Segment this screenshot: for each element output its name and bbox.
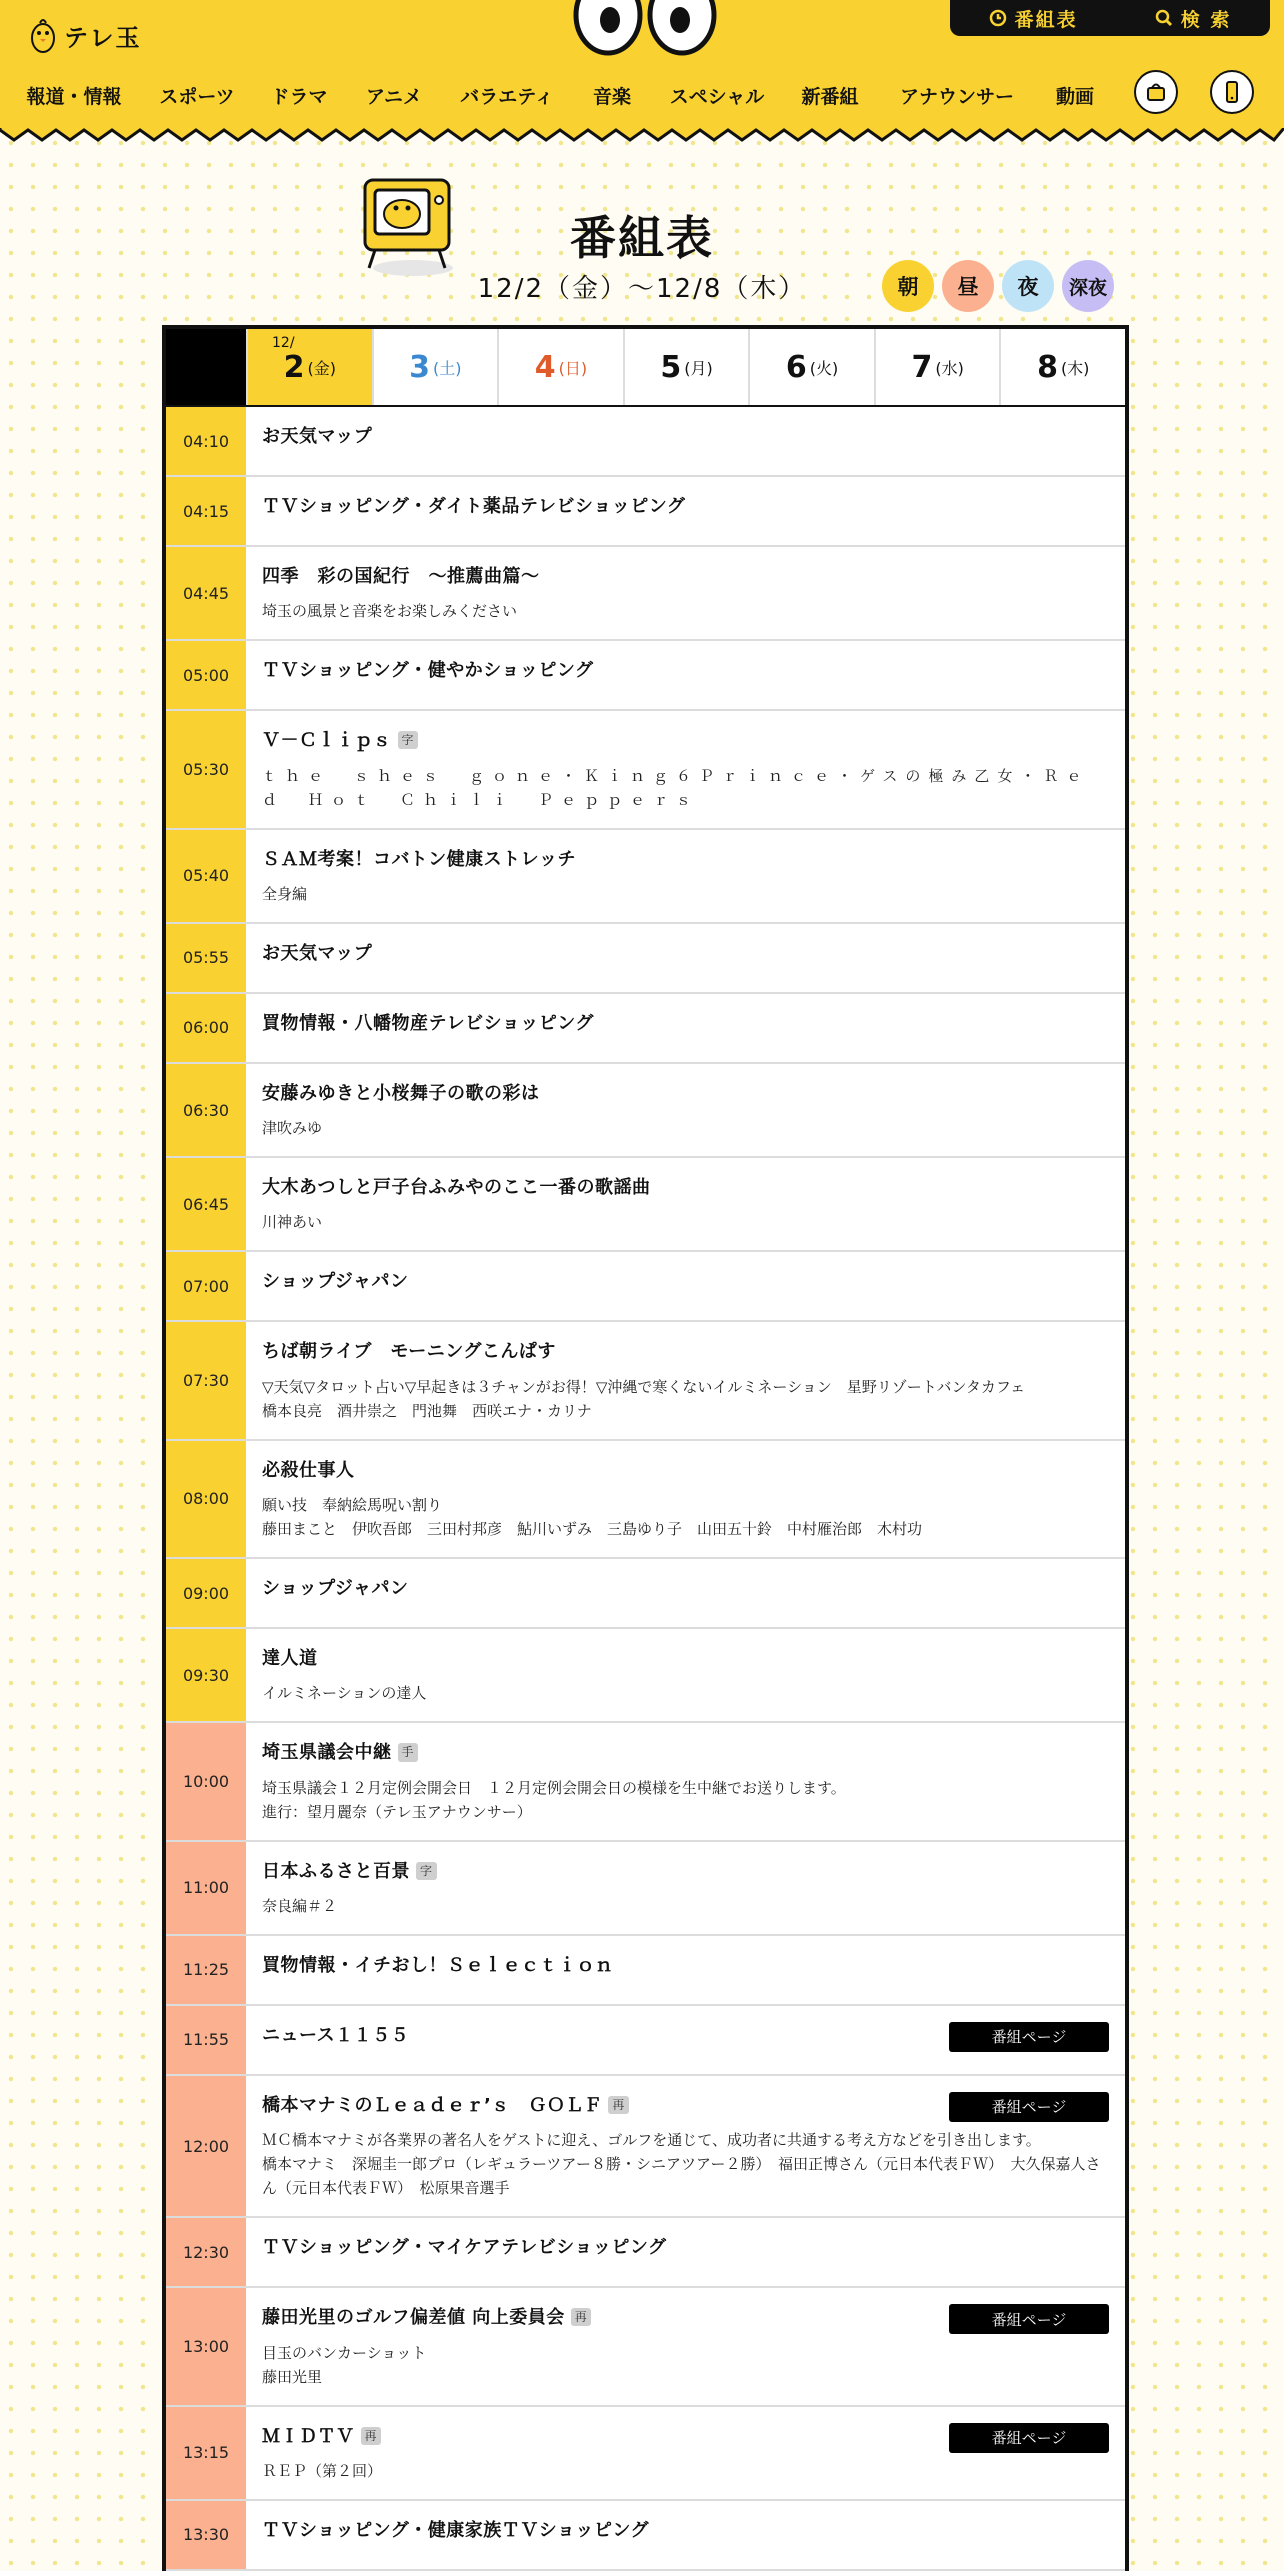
program-row[interactable] — [166, 1158, 1125, 1252]
program-cell — [246, 830, 1125, 922]
program-time: 09:00 — [166, 1559, 246, 1627]
program-description — [262, 1375, 1109, 1423]
day-tab-weekday: (日) — [558, 358, 588, 378]
program-time: 08:00 — [166, 1441, 246, 1557]
nav-item-drama[interactable]: ドラマ — [270, 86, 328, 108]
day-tab-date: 4 — [534, 349, 556, 385]
program-row[interactable] — [166, 2288, 1125, 2406]
day-tab-weekday: (木) — [1060, 358, 1090, 378]
program-tag: 再 — [571, 2308, 592, 2326]
day-tab-weekday: (月) — [684, 358, 713, 378]
program-title-line — [262, 1860, 1109, 1884]
program-description — [262, 1776, 1109, 1824]
program-title[interactable]: 必殺仕事人 — [262, 1459, 355, 1481]
program-time: 07:00 — [166, 1252, 246, 1320]
program-row[interactable] — [166, 830, 1125, 924]
program-description-line: 目玉のバンカーショット — [262, 2343, 427, 2362]
day-tab[interactable] — [748, 329, 874, 405]
daytime-button[interactable]: 昼 — [942, 260, 994, 312]
program-title[interactable]: 日本ふるさと百景 — [262, 1860, 410, 1882]
time-of-day-filter — [882, 260, 1114, 312]
day-tab-date: 6 — [785, 349, 807, 385]
late-night-button[interactable]: 深夜 — [1062, 260, 1114, 312]
program-description-line: 橋本マナミ 深堀圭一郎プロ（レギュラーツアー８勝・シニアツアー２勝） 福田正博さん（元日本代表ＦＷ） 大久保嘉人さん（元日本代表ＦＷ） 松原果音選手 — [262, 2155, 1101, 2198]
nav-item-announcers[interactable]: アナウンサー — [899, 86, 1015, 108]
program-title-line — [262, 1270, 1109, 1294]
shop-bag-icon — [1144, 80, 1168, 104]
program-time: 13:15 — [166, 2407, 246, 2499]
day-tab-date: 3 — [409, 349, 431, 385]
program-title-line — [262, 1340, 1109, 1364]
program-row[interactable] — [166, 641, 1125, 711]
day-tab-weekday: (金) — [307, 358, 336, 378]
program-cell — [246, 711, 1125, 827]
program-title-line — [262, 2519, 1109, 2543]
utility-bar — [950, 0, 1270, 36]
nav-item-music[interactable]: 音楽 — [592, 86, 632, 108]
program-title[interactable]: お天気マップ — [262, 426, 373, 447]
program-description — [262, 1116, 1109, 1140]
program-schedule — [162, 325, 1129, 2571]
program-title-line — [262, 1954, 1109, 1978]
program-page-button[interactable]: 番組ページ — [949, 2423, 1109, 2453]
nav-item-sports[interactable]: スポーツ — [159, 86, 235, 108]
program-cell — [246, 2006, 1125, 2074]
program-page-button[interactable]: 番組ページ — [949, 2092, 1109, 2122]
logo-text: テレ玉 — [64, 23, 142, 52]
program-cell — [246, 641, 1125, 709]
program-time: 06:30 — [166, 1064, 246, 1156]
chick-logo-icon — [30, 16, 56, 54]
program-description-line: 津吹みゆ — [262, 1119, 323, 1138]
program-description-line: 川神あい — [262, 1213, 323, 1232]
program-cell — [246, 1559, 1125, 1627]
program-description — [262, 599, 1109, 623]
program-title-line — [262, 2236, 1109, 2260]
day-tab[interactable] — [874, 329, 1000, 405]
program-description — [262, 2341, 1109, 2389]
eyes-mascot-icon — [570, 0, 720, 65]
program-time: 13:00 — [166, 2288, 246, 2404]
program-tag: 再 — [361, 2427, 382, 2445]
site-header — [0, 0, 1284, 130]
program-cell — [246, 2501, 1125, 2569]
program-row[interactable] — [166, 994, 1125, 1064]
program-time: 12:30 — [166, 2218, 246, 2286]
day-tab-weekday: (土) — [433, 358, 462, 378]
date-range: 12/2（金）〜12/8（木） — [477, 274, 807, 304]
program-cell — [246, 1064, 1125, 1156]
search-icon — [1155, 9, 1173, 27]
day-header-corner — [166, 329, 246, 405]
program-row[interactable] — [166, 1723, 1125, 1841]
program-row[interactable] — [166, 711, 1125, 829]
program-title[interactable]: 藤田光里のゴルフ偏差値 向上委員会 — [262, 2307, 565, 2329]
program-title[interactable]: 大木あつしと戸子台ふみやのここ一番の歌謡曲 — [262, 1177, 651, 1199]
program-row[interactable] — [166, 1629, 1125, 1723]
program-time: 05:00 — [166, 641, 246, 709]
program-time: 11:25 — [166, 1936, 246, 2004]
topbar-search[interactable] — [1155, 5, 1232, 32]
program-title[interactable]: 達人道 — [262, 1648, 318, 1670]
program-title-line — [262, 1176, 1109, 1200]
program-description-line: イルミネーションの達人 — [262, 1684, 427, 1703]
program-title[interactable]: ショップジャパン — [262, 1578, 409, 1600]
day-tab-date: 5 — [660, 349, 682, 385]
program-cell — [246, 547, 1125, 639]
program-title-line — [262, 729, 1109, 753]
program-description-line: ｔｈｅ ｓｈｅｓ ｇｏｎｅ・Ｋｉｎｇ６Ｐｒｉｎｃｅ・ゲスの極み乙女・Ｒｅｄ Ｈｏｔ Ｃｈｉｌｉ Ｐｅｐｐｅｒｓ — [262, 766, 1090, 809]
program-description-line: 橋本良亮 酒井崇之 門池舞 西咲エナ・カリナ — [262, 1401, 592, 1420]
program-row[interactable] — [166, 2218, 1125, 2288]
nav-item-news[interactable]: 報道・情報 — [26, 86, 122, 108]
program-title[interactable]: 四季 彩の国紀行 ～推薦曲篇～ — [262, 566, 540, 587]
program-tag: 手 — [398, 1743, 419, 1761]
program-title[interactable]: Ｖ－Ｃｌｉｐｓ — [262, 730, 392, 752]
program-row[interactable] — [166, 1842, 1125, 1936]
program-cell — [246, 994, 1125, 1062]
program-description — [262, 1894, 1109, 1918]
program-tag: 字 — [398, 731, 419, 749]
program-row[interactable] — [166, 1064, 1125, 1158]
program-time: 05:40 — [166, 830, 246, 922]
program-title[interactable]: ＳＡＭ考案！コバトン健康ストレッチ — [262, 848, 576, 870]
program-description-line: 藤田まこと 伊吹吾郎 三田村邦彦 鮎川いずみ 三島ゆり子 山田五十鈴 中村雁治郎 木村功 — [262, 1520, 923, 1539]
program-page-button[interactable]: 番組ページ — [949, 2022, 1109, 2052]
program-title[interactable]: ショップジャパン — [262, 1271, 409, 1293]
program-description-line: ＲＥＰ（第２回） — [262, 2461, 383, 2480]
title-area — [0, 160, 1284, 310]
program-title-line — [262, 425, 1109, 449]
program-row[interactable] — [166, 547, 1125, 641]
program-description-line: 藤田光里 — [262, 2367, 323, 2386]
program-title[interactable]: ＴＶショッピング・ダイト薬品テレビショッピング — [262, 496, 686, 517]
program-title-line — [262, 1741, 1109, 1765]
program-title[interactable]: 橋本マナミのＬｅａｄｅｒ’ｓ ＧＯＬＦ — [262, 2094, 603, 2116]
program-row[interactable] — [166, 2407, 1125, 2501]
day-tab[interactable] — [999, 329, 1125, 405]
program-time: 11:00 — [166, 1842, 246, 1934]
day-tab-date: 2 — [283, 349, 305, 385]
program-description-line: ＭＣ橋本マナミが各業界の著名人をゲストに迎え、ゴルフを通じて、成功者に共通する考え方などを引き出します。 — [262, 2131, 1041, 2150]
program-title-line — [262, 1459, 1109, 1483]
program-description — [262, 1681, 1109, 1705]
site-logo[interactable] — [30, 16, 142, 54]
program-row[interactable] — [166, 1322, 1125, 1440]
day-tab[interactable] — [372, 329, 498, 405]
program-title[interactable]: ちば朝ライブ モーニングこんぱす — [262, 1341, 556, 1363]
program-description-line: 埼玉県議会１２月定例会開会日 １２月定例会開会日の模様を生中継でお送りします。 — [262, 1778, 846, 1797]
program-cell — [246, 1629, 1125, 1721]
program-description-line: 願い技 奉納絵馬呪い割り — [262, 1496, 443, 1515]
program-description-line: 全身編 — [262, 884, 308, 903]
program-title[interactable]: 買物情報・八幡物産テレビショッピング — [262, 1012, 594, 1034]
program-title-line — [262, 848, 1109, 872]
program-title-line — [262, 942, 1109, 966]
program-description — [262, 2459, 1109, 2483]
program-description — [262, 1210, 1109, 1234]
program-time: 10:00 — [166, 1723, 246, 1839]
program-title-line — [262, 565, 1109, 589]
program-time: 09:30 — [166, 1629, 246, 1721]
program-row[interactable] — [166, 2006, 1125, 2076]
program-title-line — [262, 1647, 1109, 1671]
program-title[interactable]: ＴＶショッピング・健康家族ＴＶショッピング — [262, 2519, 650, 2541]
program-cell — [246, 1252, 1125, 1320]
program-row[interactable] — [166, 924, 1125, 994]
program-time: 04:45 — [166, 547, 246, 639]
mobile-phone-icon — [1220, 80, 1244, 104]
topbar-search-label: 検 索 — [1180, 8, 1232, 31]
program-cell — [246, 477, 1125, 545]
day-tab[interactable] — [246, 329, 372, 405]
program-row[interactable] — [166, 1936, 1125, 2006]
day-tab[interactable] — [497, 329, 623, 405]
program-title-line — [262, 495, 1109, 519]
program-time: 05:55 — [166, 924, 246, 992]
morning-button[interactable]: 朝 — [882, 260, 934, 312]
program-description — [262, 2128, 1109, 2200]
program-row[interactable] — [166, 1252, 1125, 1322]
program-row[interactable] — [166, 2076, 1125, 2218]
program-time: 06:45 — [166, 1158, 246, 1250]
program-row[interactable] — [166, 2501, 1125, 2571]
day-tab[interactable] — [623, 329, 749, 405]
day-tab-date: 8 — [1037, 349, 1058, 385]
day-tab-month: 12/ — [272, 335, 295, 351]
program-tag: 再 — [608, 2096, 629, 2114]
program-description — [262, 764, 1109, 812]
program-cell — [246, 1158, 1125, 1250]
program-cell — [246, 2218, 1125, 2286]
program-row[interactable] — [166, 477, 1125, 547]
program-tag: 字 — [416, 1862, 437, 1880]
program-description-line: 奈良編＃２ — [262, 1896, 338, 1915]
program-cell — [246, 2407, 1125, 2499]
program-time: 05:30 — [166, 711, 246, 827]
program-cell — [246, 1842, 1125, 1934]
program-title[interactable]: 買物情報・イチおし！Ｓｅｌｅｃｔｉｏｎ — [262, 1954, 614, 1976]
program-page-button[interactable]: 番組ページ — [949, 2304, 1109, 2334]
program-title[interactable]: お天気マップ — [262, 942, 373, 964]
mobile-badge[interactable] — [1210, 70, 1254, 114]
program-title[interactable]: 安藤みゆきと小桜舞子の歌の彩は — [262, 1082, 540, 1104]
program-time: 11:55 — [166, 2006, 246, 2074]
nav-item-special[interactable]: スペシャル — [669, 86, 765, 108]
program-cell — [246, 2288, 1125, 2404]
program-description — [262, 882, 1109, 906]
topbar-program-guide[interactable] — [989, 5, 1078, 32]
nav-item-videos[interactable]: 動画 — [1055, 86, 1095, 108]
header-zigzag-edge — [0, 128, 1284, 150]
program-time: 13:30 — [166, 2501, 246, 2569]
nav-item-anime[interactable]: アニメ — [365, 86, 423, 108]
program-cell — [246, 407, 1125, 475]
shop-badge[interactable] — [1134, 70, 1178, 114]
program-title-line — [262, 659, 1109, 683]
program-row[interactable] — [166, 407, 1125, 477]
program-title[interactable]: ＴＶショッピング・マイケアテレビショッピング — [262, 2237, 667, 2259]
program-cell — [246, 1322, 1125, 1438]
program-time: 06:00 — [166, 994, 246, 1062]
program-title-line — [262, 1012, 1109, 1036]
day-tab-weekday: (水) — [935, 358, 964, 378]
program-title-line — [262, 1577, 1109, 1601]
program-time: 12:00 — [166, 2076, 246, 2216]
program-cell — [246, 2076, 1125, 2216]
program-description — [262, 1493, 1109, 1541]
nav-item-new-programs[interactable]: 新番組 — [801, 86, 859, 108]
program-cell — [246, 1723, 1125, 1839]
topbar-program-guide-label: 番組表 — [1014, 8, 1078, 31]
program-time: 04:10 — [166, 407, 246, 475]
program-description-line: 埼玉の風景と音楽をお楽しみください — [262, 602, 518, 621]
main-nav — [0, 82, 1100, 112]
day-tab-date: 7 — [911, 349, 933, 385]
program-cell — [246, 1441, 1125, 1557]
program-description-line: 進行：望月麗奈（テレ玉アナウンサー） — [262, 1802, 532, 1821]
page-title: 番組表 — [570, 211, 714, 265]
program-title[interactable]: ニュース１１５５ — [262, 2024, 410, 2046]
program-title[interactable]: 埼玉県議会中継 — [262, 1742, 392, 1764]
program-row[interactable] — [166, 1559, 1125, 1629]
program-title[interactable]: ＴＶショッピング・健やかショッピング — [262, 660, 594, 682]
program-cell — [246, 1936, 1125, 2004]
program-title-line — [262, 1082, 1109, 1106]
day-tab-weekday: (火) — [809, 358, 839, 378]
program-description-line: ▽天気▽タロット占い▽早起きは３チャンがお得！▽沖縄で寒くないイルミネーション 星野リゾートバンタカフェ — [262, 1377, 1026, 1396]
program-time: 04:15 — [166, 477, 246, 545]
night-button[interactable]: 夜 — [1002, 260, 1054, 312]
program-row[interactable] — [166, 1441, 1125, 1559]
nav-item-variety[interactable]: バラエティ — [460, 86, 554, 108]
clock-icon — [989, 9, 1007, 27]
day-tabs — [166, 329, 1125, 407]
program-time: 07:30 — [166, 1322, 246, 1438]
program-title[interactable]: ＭＩＤＴＶ — [262, 2425, 355, 2447]
program-cell — [246, 924, 1125, 992]
